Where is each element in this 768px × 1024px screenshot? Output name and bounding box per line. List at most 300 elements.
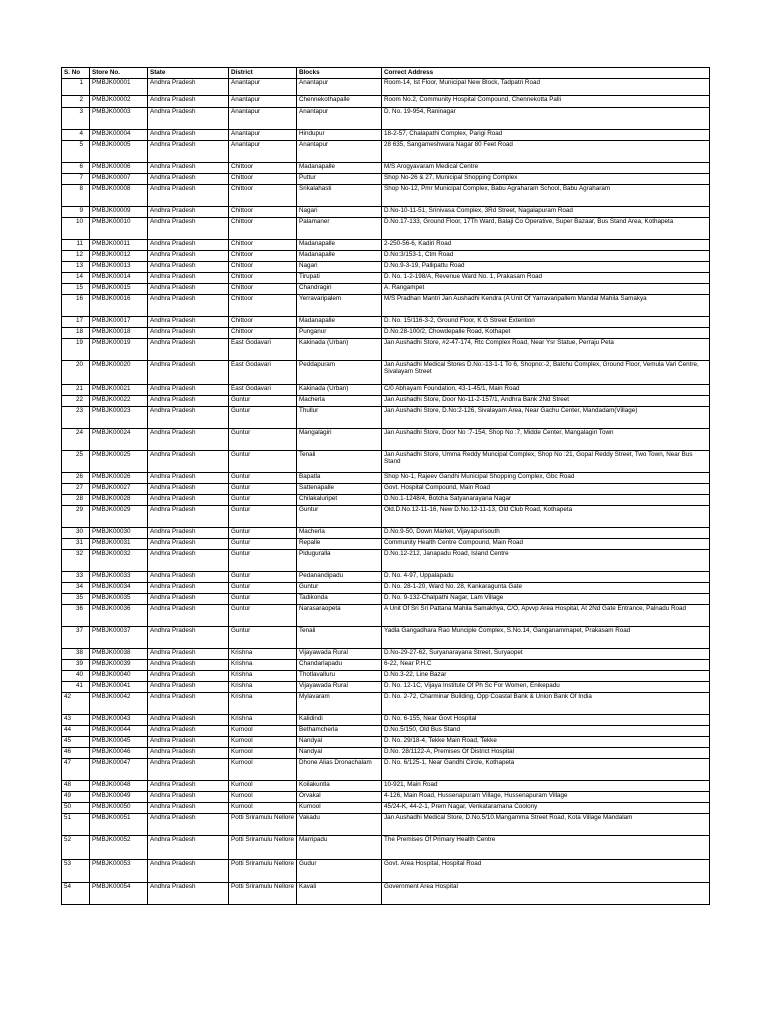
table-row xyxy=(62,594,710,605)
cell-address: D. No. 6/125-1, Near Gandhi Circle, Kothapeta xyxy=(382,759,710,781)
cell-block: Madanapalle xyxy=(297,317,382,328)
cell-s-no: 40 xyxy=(62,671,90,682)
cell-district: Guntur xyxy=(229,572,297,583)
cell-district: Guntur xyxy=(229,451,297,473)
header-state: State xyxy=(148,68,229,79)
cell-district: Guntur xyxy=(229,627,297,649)
cell-state: Andhra Pradesh xyxy=(148,572,229,583)
cell-s-no: 18 xyxy=(62,328,90,339)
cell-district: Kurnool xyxy=(229,726,297,737)
cell-s-no: 20 xyxy=(62,361,90,385)
cell-district: Guntur xyxy=(229,484,297,495)
cell-address: 10-921, Main Road xyxy=(382,781,710,792)
cell-store-no: PMBJK00011 xyxy=(90,240,148,251)
cell-district: Anantapur xyxy=(229,96,297,108)
cell-block: Macherla xyxy=(297,528,382,539)
cell-store-no: PMBJK00020 xyxy=(90,361,148,385)
cell-store-no: PMBJK00014 xyxy=(90,273,148,284)
cell-address: Room-14, Ist Floor, Municipal New Block, Tadpatri Road xyxy=(382,79,710,96)
cell-state: Andhra Pradesh xyxy=(148,528,229,539)
cell-s-no: 44 xyxy=(62,726,90,737)
cell-s-no: 35 xyxy=(62,594,90,605)
cell-store-no: PMBJK00033 xyxy=(90,572,148,583)
cell-address: D.No.1-1248/4, Botcha Satyanarayana Nagar xyxy=(382,495,710,506)
table-row xyxy=(62,484,710,495)
cell-store-no: PMBJK00040 xyxy=(90,671,148,682)
cell-district: East Godavari xyxy=(229,385,297,396)
cell-s-no: 4 xyxy=(62,130,90,141)
cell-block: Kavali xyxy=(297,883,382,905)
cell-state: Andhra Pradesh xyxy=(148,385,229,396)
cell-address: D.No.9-50, Down Market, Vijayapurisouth xyxy=(382,528,710,539)
table-row xyxy=(62,759,710,781)
cell-block: Nandyal xyxy=(297,737,382,748)
cell-s-no: 30 xyxy=(62,528,90,539)
cell-address: D. No. 12-1C, Vijaya Institute Of Ph Sc For Women, Enikepadu xyxy=(382,682,710,693)
cell-store-no: PMBJK00030 xyxy=(90,528,148,539)
cell-address: Jan Aushadhi Store, Door No-11-2-157/1, Andhra Bank 2Nd Street xyxy=(382,396,710,407)
cell-address: D.No.28-100/2, Chowdepalle Road, Kothapet xyxy=(382,328,710,339)
cell-district: Krishna xyxy=(229,660,297,671)
cell-address: Community Health Centre Compound, Main Road xyxy=(382,539,710,550)
cell-address: D. No. 19-954, Raninagar xyxy=(382,108,710,130)
cell-store-no: PMBJK00008 xyxy=(90,185,148,207)
cell-address: D. No. 28-1-20, Ward No. 28, Kankaragunta Gate xyxy=(382,583,710,594)
cell-s-no: 51 xyxy=(62,814,90,836)
cell-block: Madanapalle xyxy=(297,251,382,262)
cell-store-no: PMBJK00038 xyxy=(90,649,148,660)
cell-address: 18-2-57, Chalapathi Complex, Parigi Road xyxy=(382,130,710,141)
cell-state: Andhra Pradesh xyxy=(148,396,229,407)
cell-block: Marripadu xyxy=(297,836,382,860)
cell-address: D. No. 4-97, Uppalapadu xyxy=(382,572,710,583)
cell-address: D.No.3-22, Line Bazar xyxy=(382,671,710,682)
cell-s-no: 7 xyxy=(62,174,90,185)
table-row xyxy=(62,284,710,295)
cell-store-no: PMBJK00052 xyxy=(90,836,148,860)
cell-state: Andhra Pradesh xyxy=(148,792,229,803)
cell-district: Guntur xyxy=(229,594,297,605)
cell-address: A Unit Of Sri Sri Pattana Mahila Samakhya, C/O, Apvvp Area Hospital, At 2Nd Gate Entrance, Palnadu Road xyxy=(382,605,710,627)
table-row xyxy=(62,883,710,905)
cell-state: Andhra Pradesh xyxy=(148,495,229,506)
cell-s-no: 38 xyxy=(62,649,90,660)
cell-s-no: 31 xyxy=(62,539,90,550)
cell-state: Andhra Pradesh xyxy=(148,539,229,550)
table-row xyxy=(62,339,710,361)
cell-address: Government Area Hospital xyxy=(382,883,710,905)
cell-district: Guntur xyxy=(229,495,297,506)
cell-s-no: 43 xyxy=(62,715,90,726)
cell-district: Krishna xyxy=(229,715,297,726)
cell-s-no: 32 xyxy=(62,550,90,572)
cell-store-no: PMBJK00046 xyxy=(90,748,148,759)
cell-store-no: PMBJK00021 xyxy=(90,385,148,396)
cell-state: Andhra Pradesh xyxy=(148,407,229,429)
cell-state: Andhra Pradesh xyxy=(148,781,229,792)
cell-state: Andhra Pradesh xyxy=(148,836,229,860)
table-row xyxy=(62,660,710,671)
table-row xyxy=(62,385,710,396)
cell-s-no: 45 xyxy=(62,737,90,748)
cell-state: Andhra Pradesh xyxy=(148,583,229,594)
cell-state: Andhra Pradesh xyxy=(148,715,229,726)
cell-state: Andhra Pradesh xyxy=(148,207,229,218)
cell-block: Nagari xyxy=(297,207,382,218)
cell-s-no: 46 xyxy=(62,748,90,759)
table-row xyxy=(62,781,710,792)
table-row xyxy=(62,528,710,539)
cell-block: Chandragiri xyxy=(297,284,382,295)
cell-state: Andhra Pradesh xyxy=(148,550,229,572)
cell-address: M/S Pradhan Mantri Jan Aushadhi Kendra (A Unit Of Yarravaripallem Mandal Mahila Samakya xyxy=(382,295,710,317)
cell-address: D.No.12-212, Janapadu Road, Island Centre xyxy=(382,550,710,572)
table-row xyxy=(62,682,710,693)
cell-store-no: PMBJK00022 xyxy=(90,396,148,407)
cell-s-no: 13 xyxy=(62,262,90,273)
cell-district: Guntur xyxy=(229,583,297,594)
table-row xyxy=(62,627,710,649)
cell-s-no: 23 xyxy=(62,407,90,429)
cell-state: Andhra Pradesh xyxy=(148,174,229,185)
cell-store-no: PMBJK00031 xyxy=(90,539,148,550)
table-row xyxy=(62,836,710,860)
cell-state: Andhra Pradesh xyxy=(148,163,229,174)
cell-store-no: PMBJK00037 xyxy=(90,627,148,649)
cell-s-no: 1 xyxy=(62,79,90,96)
cell-state: Andhra Pradesh xyxy=(148,328,229,339)
cell-s-no: 29 xyxy=(62,506,90,528)
cell-s-no: 28 xyxy=(62,495,90,506)
cell-s-no: 26 xyxy=(62,473,90,484)
cell-block: Bethamcherla xyxy=(297,726,382,737)
cell-state: Andhra Pradesh xyxy=(148,108,229,130)
cell-s-no: 41 xyxy=(62,682,90,693)
cell-state: Andhra Pradesh xyxy=(148,660,229,671)
cell-district: Potti Sriramulu Nellore xyxy=(229,836,297,860)
cell-district: Chittoor xyxy=(229,328,297,339)
cell-store-no: PMBJK00028 xyxy=(90,495,148,506)
cell-address: Jan Aushadhi Store, D.No:2-126, Sivalayam Area, Near Gachu Center, Mandadam(Village) xyxy=(382,407,710,429)
cell-block: Mylavaram xyxy=(297,693,382,715)
cell-store-no: PMBJK00029 xyxy=(90,506,148,528)
cell-address: D. No. 6-155, Near Govt Hospital xyxy=(382,715,710,726)
cell-s-no: 39 xyxy=(62,660,90,671)
cell-block: Repalle xyxy=(297,539,382,550)
cell-address: M/S Arogyavaram Medical Centre xyxy=(382,163,710,174)
table-row xyxy=(62,737,710,748)
cell-address: Jan Aushadhi Medical Store, D.No.5/10.Mangamma Street Road, Kota Village Mandalam xyxy=(382,814,710,836)
cell-state: Andhra Pradesh xyxy=(148,737,229,748)
cell-state: Andhra Pradesh xyxy=(148,860,229,883)
cell-store-no: PMBJK00044 xyxy=(90,726,148,737)
cell-address: Jan Aushadhi Store, #2-47-174, Rtc Complex Road, Near Ysr Statue, Perraju Peta xyxy=(382,339,710,361)
cell-address: D. No. 9-132-Chalpathi Nagar, Lam Village xyxy=(382,594,710,605)
cell-district: Kurnool xyxy=(229,737,297,748)
table-row xyxy=(62,328,710,339)
cell-store-no: PMBJK00051 xyxy=(90,814,148,836)
cell-district: Chittoor xyxy=(229,163,297,174)
cell-block: Peddapuram xyxy=(297,361,382,385)
cell-block: Madanapalle xyxy=(297,163,382,174)
cell-district: Guntur xyxy=(229,605,297,627)
cell-district: Kurnool xyxy=(229,748,297,759)
cell-store-no: PMBJK00042 xyxy=(90,693,148,715)
cell-state: Andhra Pradesh xyxy=(148,429,229,451)
cell-state: Andhra Pradesh xyxy=(148,748,229,759)
cell-state: Andhra Pradesh xyxy=(148,295,229,317)
cell-block: Tenali xyxy=(297,451,382,473)
cell-district: Guntur xyxy=(229,550,297,572)
table-row xyxy=(62,218,710,240)
cell-block: Kurnool xyxy=(297,803,382,814)
cell-store-no: PMBJK00010 xyxy=(90,218,148,240)
cell-district: Chittoor xyxy=(229,174,297,185)
table-row xyxy=(62,803,710,814)
table-row xyxy=(62,396,710,407)
cell-store-no: PMBJK00026 xyxy=(90,473,148,484)
cell-s-no: 8 xyxy=(62,185,90,207)
cell-store-no: PMBJK00018 xyxy=(90,328,148,339)
cell-block: Tirupati xyxy=(297,273,382,284)
cell-district: Chittoor xyxy=(229,185,297,207)
cell-district: Potti Sriramulu Nellore xyxy=(229,883,297,905)
table-row xyxy=(62,79,710,96)
cell-district: Chittoor xyxy=(229,251,297,262)
cell-state: Andhra Pradesh xyxy=(148,317,229,328)
cell-block: Chandarlapadu xyxy=(297,660,382,671)
cell-state: Andhra Pradesh xyxy=(148,361,229,385)
cell-s-no: 2 xyxy=(62,96,90,108)
cell-state: Andhra Pradesh xyxy=(148,803,229,814)
cell-s-no: 50 xyxy=(62,803,90,814)
cell-s-no: 54 xyxy=(62,883,90,905)
table-row xyxy=(62,506,710,528)
table-row xyxy=(62,361,710,385)
table-row xyxy=(62,495,710,506)
cell-district: Kurnool xyxy=(229,792,297,803)
cell-address: Jan Aushadhi Store, Umma Reddy Muncipal Complex, Shop No :21, Gopal Reddy Street, Two Town, Near Bus Stand xyxy=(382,451,710,473)
table-row xyxy=(62,726,710,737)
cell-store-no: PMBJK00004 xyxy=(90,130,148,141)
cell-state: Andhra Pradesh xyxy=(148,96,229,108)
cell-state: Andhra Pradesh xyxy=(148,671,229,682)
cell-district: Chittoor xyxy=(229,273,297,284)
cell-store-no: PMBJK00023 xyxy=(90,407,148,429)
cell-district: Anantapur xyxy=(229,108,297,130)
cell-store-no: PMBJK00013 xyxy=(90,262,148,273)
table-row xyxy=(62,96,710,108)
cell-s-no: 24 xyxy=(62,429,90,451)
cell-s-no: 21 xyxy=(62,385,90,396)
cell-state: Andhra Pradesh xyxy=(148,883,229,905)
cell-store-no: PMBJK00053 xyxy=(90,860,148,883)
cell-block: Thullur xyxy=(297,407,382,429)
cell-block: Anantapur xyxy=(297,79,382,96)
cell-block: Dhone Alias Dronachalam xyxy=(297,759,382,781)
header-district: District xyxy=(229,68,297,79)
cell-state: Andhra Pradesh xyxy=(148,726,229,737)
cell-address: Govt. Hospital Compound, Main Road xyxy=(382,484,710,495)
cell-s-no: 16 xyxy=(62,295,90,317)
cell-state: Andhra Pradesh xyxy=(148,262,229,273)
cell-block: Pedanandipadu xyxy=(297,572,382,583)
cell-address: D.No.5/150, Old Bus Stand xyxy=(382,726,710,737)
cell-block: Chilakaluripet xyxy=(297,495,382,506)
cell-state: Andhra Pradesh xyxy=(148,759,229,781)
cell-s-no: 27 xyxy=(62,484,90,495)
cell-district: Chittoor xyxy=(229,207,297,218)
table-row xyxy=(62,251,710,262)
cell-s-no: 53 xyxy=(62,860,90,883)
cell-district: East Godavari xyxy=(229,339,297,361)
cell-store-no: PMBJK00002 xyxy=(90,96,148,108)
cell-block: Gudur xyxy=(297,860,382,883)
cell-state: Andhra Pradesh xyxy=(148,451,229,473)
header-store-no: Store No. xyxy=(90,68,148,79)
cell-state: Andhra Pradesh xyxy=(148,141,229,163)
cell-block: Vijayawada Rural xyxy=(297,649,382,660)
cell-s-no: 11 xyxy=(62,240,90,251)
cell-address: The Premises Of Primary Health Centre xyxy=(382,836,710,860)
cell-store-no: PMBJK00032 xyxy=(90,550,148,572)
cell-state: Andhra Pradesh xyxy=(148,627,229,649)
cell-address: D.No-29-27-62, Suryanarayana Street, Suryaopet xyxy=(382,649,710,660)
table-row xyxy=(62,240,710,251)
cell-block: Puttur xyxy=(297,174,382,185)
table-row xyxy=(62,451,710,473)
cell-store-no: PMBJK00043 xyxy=(90,715,148,726)
cell-address: D.No.17-133, Ground Floor, 17Th Ward, Balaji Co Operative, Super Bazaar, Bus Stand Area, Kothapeta xyxy=(382,218,710,240)
cell-block: Nagari xyxy=(297,262,382,273)
cell-address: D. No. 1-2-198/A, Revenue Ward No. 1, Prakasam Road xyxy=(382,273,710,284)
cell-address: Govt. Area Hospital, Hospital Road xyxy=(382,860,710,883)
table-row xyxy=(62,693,710,715)
cell-state: Andhra Pradesh xyxy=(148,506,229,528)
cell-district: Anantapur xyxy=(229,79,297,96)
cell-district: Guntur xyxy=(229,429,297,451)
cell-block: Guntur xyxy=(297,583,382,594)
cell-block: Srikalahasti xyxy=(297,185,382,207)
cell-block: Vakadu xyxy=(297,814,382,836)
cell-state: Andhra Pradesh xyxy=(148,185,229,207)
cell-store-no: PMBJK00006 xyxy=(90,163,148,174)
cell-s-no: 6 xyxy=(62,163,90,174)
cell-address: D.No. 28/1122-A, Premises Of District Hospital xyxy=(382,748,710,759)
table-row xyxy=(62,583,710,594)
cell-district: Chittoor xyxy=(229,295,297,317)
cell-state: Andhra Pradesh xyxy=(148,79,229,96)
cell-district: Guntur xyxy=(229,528,297,539)
table-row xyxy=(62,295,710,317)
cell-store-no: PMBJK00024 xyxy=(90,429,148,451)
cell-store-no: PMBJK00012 xyxy=(90,251,148,262)
cell-address: Room No.2, Community Hospital Compound, Chennekotta Palli xyxy=(382,96,710,108)
table-row xyxy=(62,715,710,726)
cell-block: Sattenapalle xyxy=(297,484,382,495)
cell-state: Andhra Pradesh xyxy=(148,240,229,251)
cell-district: Guntur xyxy=(229,473,297,484)
table-row xyxy=(62,185,710,207)
cell-store-no: PMBJK00009 xyxy=(90,207,148,218)
cell-store-no: PMBJK00041 xyxy=(90,682,148,693)
cell-block: Narasaraopeta xyxy=(297,605,382,627)
cell-block: Chennekothapalle xyxy=(297,96,382,108)
cell-address: 6-22, Near P.H.C xyxy=(382,660,710,671)
header-s-no: S. No xyxy=(62,68,90,79)
cell-s-no: 25 xyxy=(62,451,90,473)
table-row xyxy=(62,407,710,429)
cell-s-no: 3 xyxy=(62,108,90,130)
table-row xyxy=(62,605,710,627)
table-row xyxy=(62,572,710,583)
table-row xyxy=(62,429,710,451)
cell-district: Kurnool xyxy=(229,759,297,781)
cell-district: Potti Sriramulu Nellore xyxy=(229,814,297,836)
cell-block: Madanapalle xyxy=(297,240,382,251)
cell-block: Kalidindi xyxy=(297,715,382,726)
cell-block: Anantapur xyxy=(297,141,382,163)
cell-address: Jan Aushadhi Medical Stores D.No:-13-1-1 To 6, Shopno:-2, Batchu Complex, Ground Floor, Vemula Vari Centre, Sivalayam Street xyxy=(382,361,710,385)
cell-store-no: PMBJK00054 xyxy=(90,883,148,905)
cell-state: Andhra Pradesh xyxy=(148,284,229,295)
store-table xyxy=(61,67,710,905)
cell-state: Andhra Pradesh xyxy=(148,273,229,284)
cell-address: A. Rangampet xyxy=(382,284,710,295)
cell-store-no: PMBJK00047 xyxy=(90,759,148,781)
cell-s-no: 42 xyxy=(62,693,90,715)
cell-store-no: PMBJK00003 xyxy=(90,108,148,130)
table-row xyxy=(62,174,710,185)
cell-district: Chittoor xyxy=(229,284,297,295)
cell-s-no: 10 xyxy=(62,218,90,240)
cell-store-no: PMBJK00035 xyxy=(90,594,148,605)
cell-block: Mangalagiri xyxy=(297,429,382,451)
cell-store-no: PMBJK00034 xyxy=(90,583,148,594)
cell-block: Bapatla xyxy=(297,473,382,484)
cell-district: Chittoor xyxy=(229,240,297,251)
cell-state: Andhra Pradesh xyxy=(148,130,229,141)
cell-district: Guntur xyxy=(229,396,297,407)
cell-store-no: PMBJK00016 xyxy=(90,295,148,317)
cell-address: Jan Aushadhi Store, Door No :7-154, Shop No :7, Midde Center, Mangalagiri Town xyxy=(382,429,710,451)
cell-s-no: 48 xyxy=(62,781,90,792)
cell-store-no: PMBJK00045 xyxy=(90,737,148,748)
cell-address: Old.D.No.12-11-16, New D.No.12-11-13, Old Club Road, Kothapeta xyxy=(382,506,710,528)
cell-s-no: 14 xyxy=(62,273,90,284)
cell-s-no: 12 xyxy=(62,251,90,262)
cell-block: Vijayawada Rural xyxy=(297,682,382,693)
cell-district: Guntur xyxy=(229,506,297,528)
cell-block: Tadikonda xyxy=(297,594,382,605)
cell-block: Palamaner xyxy=(297,218,382,240)
table-row xyxy=(62,550,710,572)
cell-state: Andhra Pradesh xyxy=(148,649,229,660)
cell-district: Krishna xyxy=(229,693,297,715)
cell-block: Guntur xyxy=(297,506,382,528)
cell-s-no: 22 xyxy=(62,396,90,407)
cell-address: C/0 Abhayam Foundation, 43-1-45/1, Main Road xyxy=(382,385,710,396)
cell-address: 2-250-56-6, Kadiri Road xyxy=(382,240,710,251)
cell-state: Andhra Pradesh xyxy=(148,473,229,484)
table-row xyxy=(62,108,710,130)
cell-address: Yadla Gangadhara Rao Munciple Complex, S.No.14, Ganganammapet, Prakasam Road xyxy=(382,627,710,649)
cell-store-no: PMBJK00039 xyxy=(90,660,148,671)
cell-state: Andhra Pradesh xyxy=(148,605,229,627)
cell-store-no: PMBJK00036 xyxy=(90,605,148,627)
cell-district: East Godavari xyxy=(229,361,297,385)
cell-address: D. No. 2-72, Charminar Building, Opp Coastal Bank & Union Bank Of India xyxy=(382,693,710,715)
